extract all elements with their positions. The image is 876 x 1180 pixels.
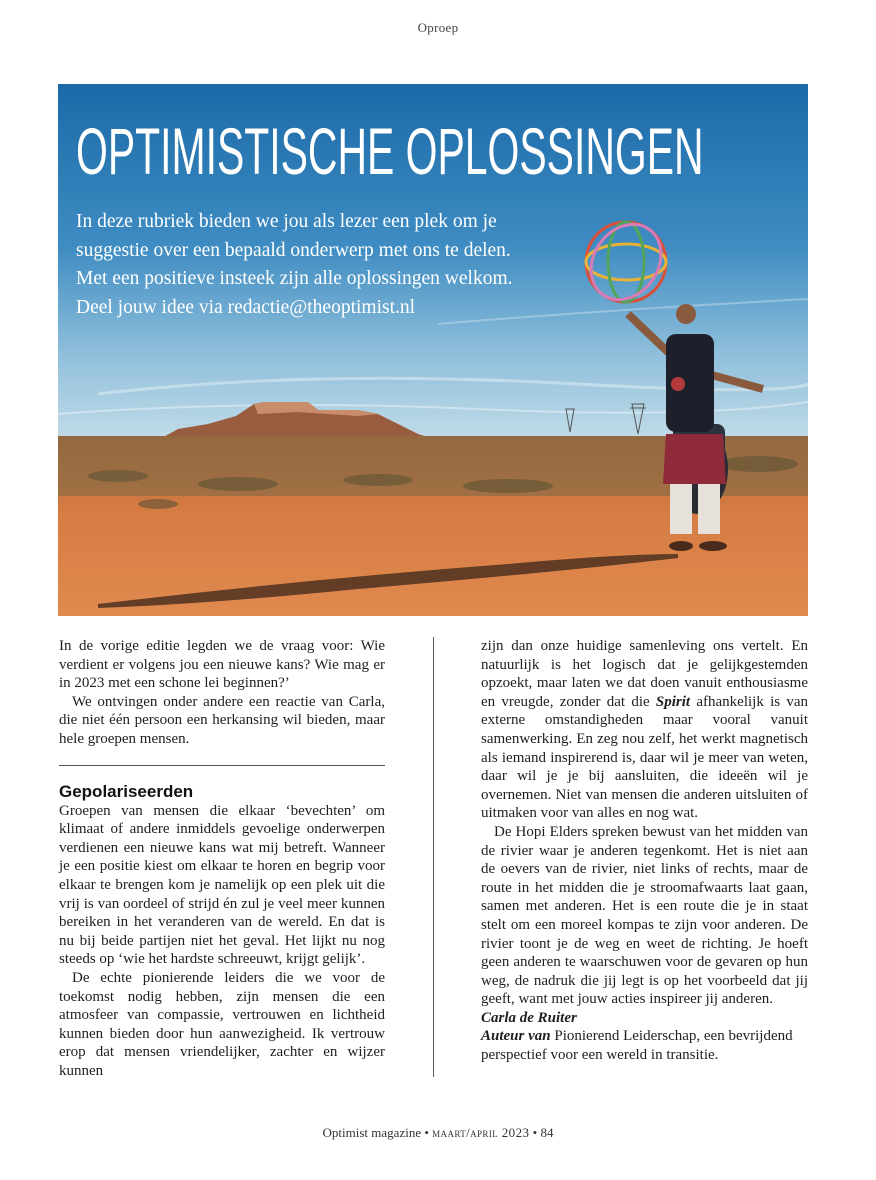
author-role-text: Pionierend Leiderschap, een bevrijdend perspectief voor een wereld in transitie. [481, 1028, 793, 1064]
author-role-label: Auteur van [481, 1028, 551, 1045]
hero-intro [76, 208, 596, 322]
intro-line: In deze rubriek bieden we jou als lezer een plek om je [76, 211, 497, 232]
page-number: • 84 [529, 1125, 554, 1140]
author-bio [481, 1027, 808, 1064]
magazine-name: Optimist magazine • [322, 1125, 433, 1140]
section-label: Oproep [417, 20, 459, 35]
paragraph: De Hopi Elders spreken bewust van het midden van de rivier waar je anderen tegenkomt. Het is niet aan de oevers van de rivier, niet links of rechts, maar de route in het midden die je stroomafwaarts laat gaan, samen met anderen. Het is een route die je in staat stelt om een moreel kompas te zijn voor anderen. De rivier toont je de weg en weet de richting. Je hoeft geen anderen te waarschuwen voor de gevaren op hun weg, de nadruk die jij legt is op het voorbeeld dat jij geeft, want met jouw acties inspireer jij anderen. [481, 823, 808, 1008]
right-column [481, 637, 808, 1065]
paragraph: We ontvingen onder andere een reactie van Carla, die niet één persoon een herkansing wil bieden, maar hele groepen mensen. [59, 693, 385, 747]
page-footer [0, 1125, 876, 1141]
intro-line: Deel jouw idee via redactie@theoptimist.nl [76, 296, 416, 318]
divider [59, 765, 385, 766]
text-run: afhankelijk is van externe omstandigheden maar vooral vanuit samenwerking. En zeg nou zelf, het werkt magnetisch als iemand inspirerend is, daar wil je meer van weten, daar wil je je bij aansluiten, die ideeën wil je overnemen. Niet van mensen die anderen uitsluiten of uitmaken voor van alles en nog wat. [481, 693, 808, 822]
emphasis: Spirit [655, 693, 691, 710]
left-column [59, 637, 385, 1080]
hero-banner [58, 84, 808, 616]
text-run: zijn dan onze huidige samenleving ons vertelt. En natuurlijk is het logisch dat je gelijkgestemden opzoekt, maar laten we dat doen vanuit enthousiasme en vreugde, zonder dat die [481, 638, 808, 710]
paragraph: In de vorige editie legden we de vraag voor: Wie verdient er volgens jou een nieuwe kans? Wie mag er in 2023 met een schone lei beginnen?’ [59, 638, 385, 692]
page-title: OPTIMISTISCHE OPLOSSINGEN [76, 114, 704, 188]
paragraph: De echte pionierende leiders die we voor de toekomst nodig hebben, zijn mensen die een atmosfeer van compassie, vertrouwen en lichtheid kunnen bieden door hun aanwezigheid. Ik vertrouw erop dat mensen vriendelijker, zachter en wijzer kunnen [59, 969, 385, 1079]
issue-date: maart/april 2023 [432, 1125, 530, 1140]
column-divider [433, 637, 434, 1077]
paragraph: Groepen van mensen die elkaar ‘bevechten’ om klimaat of andere inmiddels gevoelige onderwerpen verdienen een nieuwe kans wat mij betreft. Wanneer je een positie kiest om elkaar te horen en begrip voor elkaar te brengen kom je namelijk op een plek uit die vrij is van oordeel of strijd én zul je veel meer kunnen bereiken in het veranderen van de wereld. En dat is nu bij beide partijen niet het geval. Het lijkt nu nog steeds op ‘wie het hardste schreeuwt, krijgt gelijk’. [59, 802, 385, 968]
subheading: Gepolariseerden [59, 781, 194, 801]
author-name: Carla de Ruiter [481, 1009, 577, 1026]
paragraph [481, 637, 808, 823]
intro-line: Met een positieve insteek zijn alle oplossingen welkom. [76, 268, 513, 289]
intro-line: suggestie over een bepaald onderwerp met ons te delen. [76, 239, 511, 261]
